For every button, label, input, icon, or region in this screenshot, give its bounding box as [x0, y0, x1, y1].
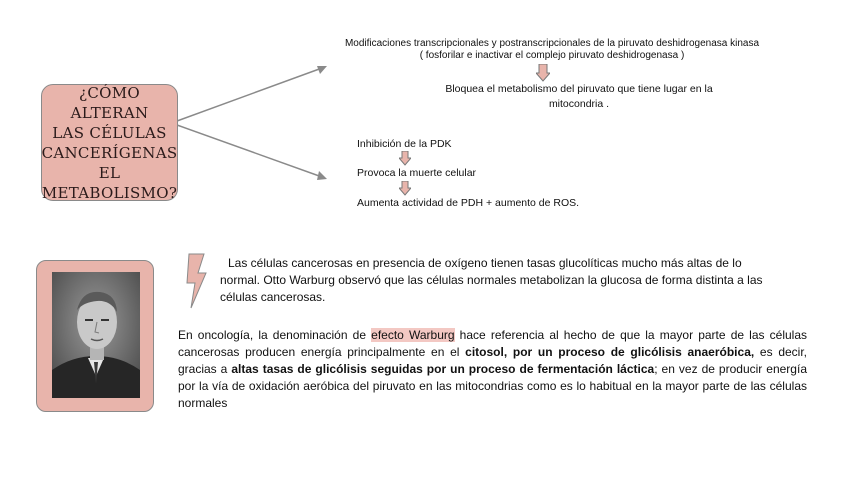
top-result-line1: Bloquea el metabolismo del piruvato que tiene lugar en la	[445, 83, 713, 95]
warburg-paragraph	[178, 327, 807, 412]
intro-line2: normal. Otto Warburg observó que las células normales metabolizan la glucosa de forma distinta a las	[220, 273, 763, 287]
warburg-bold-1: citosol, por un proceso de glicólisis anaeróbica,	[465, 345, 755, 359]
top-branch-line1: Modificaciones transcripcionales y postranscripcionales de la piruvato deshidrogenasa kinasa	[344, 38, 760, 49]
warburg-text-4: ; en vez de producir energía por la vía de oxidación aeróbica del piruvato en las mitocondrias como es lo habitual en la mayor parte de las células normales	[178, 362, 807, 410]
warburg-text-3: es decir, gracias a	[178, 345, 807, 376]
down-arrow-icon	[399, 151, 411, 166]
bottom-step-1: Inhibición de la PDK	[357, 138, 452, 150]
top-branch-result	[432, 82, 726, 112]
down-arrow-icon	[399, 181, 411, 196]
question-line: LAS CÉLULAS	[52, 123, 167, 142]
question-text	[42, 83, 178, 203]
bottom-step-2: Provoca la muerte celular	[357, 167, 477, 179]
warburg-text-2: hace referencia al hecho de que la mayor parte de las células cancerosas producen energía principalmente en el	[178, 328, 808, 359]
intro-line1: Las células cancerosas en presencia de oxígeno tienen tasas glucolíticas mucho más altas de lo	[228, 256, 742, 270]
warburg-bold-2: altas tasas de glicólisis seguidas por un proceso de fermentación láctica	[231, 362, 655, 376]
top-branch-line2: ( fosforilar e inactivar el complejo piruvato deshidrogenasa )	[419, 50, 685, 61]
intro-line3: células cancerosas.	[220, 290, 326, 304]
lightning-icon	[186, 253, 208, 309]
down-arrow-icon	[536, 64, 550, 82]
portrait-photo	[52, 272, 140, 398]
question-line: METABOLISMO?	[41, 183, 178, 202]
question-line: CANCERÍGENAS EL	[41, 143, 178, 182]
warburg-effect-highlight: efecto Warburg	[371, 328, 455, 342]
top-result-line2: mitocondria .	[548, 98, 610, 110]
top-branch-heading	[312, 38, 792, 62]
bottom-step-3: Aumenta actividad de PDH + aumento de ROS.	[357, 197, 580, 209]
question-line: ¿CÓMO ALTERAN	[70, 83, 149, 122]
question-box	[41, 84, 178, 201]
portrait-illustration	[52, 272, 140, 398]
warburg-text-1: En oncología, la denominación de	[178, 328, 372, 342]
intro-paragraph	[220, 255, 820, 306]
